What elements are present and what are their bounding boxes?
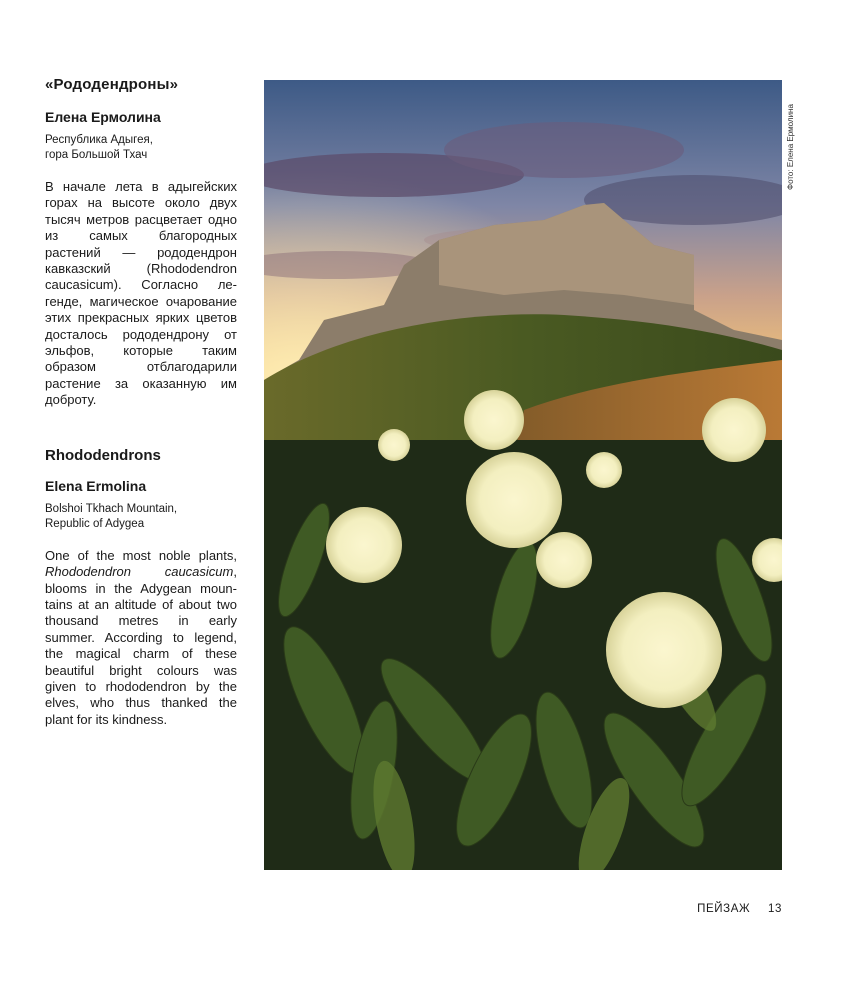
title-en: Rhododendrons <box>45 446 161 464</box>
place-en <box>45 502 237 532</box>
photo-credit: Фото: Елена Ермолина <box>786 104 795 190</box>
place-ru-line2: гора Большой Тхач <box>45 149 148 161</box>
body-en-part1: One of the most noble plants, <box>45 547 237 563</box>
place-ru-line1: Республика Адыгея, <box>45 134 153 146</box>
place-ru <box>45 133 237 163</box>
place-en-line2: Republic of Adygea <box>45 517 145 530</box>
body-en-latin-name: Rhododendron caucasicum <box>45 564 234 580</box>
body-text-en <box>45 548 237 728</box>
body-en-part2: , blooms in the Adygean mountains at an altitude of about two thousand metres in early summer. According to legend, the magical charm of these beautiful bright colours was given to rhododendron by the elves, who thus thanked the plant for its kindness. <box>45 564 237 727</box>
author-en: Elena Ermolina <box>45 477 147 494</box>
text-column <box>45 70 237 728</box>
page-footer <box>697 903 782 915</box>
place-en-line1: Bolshoi Tkhach Mountain, <box>45 502 178 515</box>
body-text-ru: В начале лета в адыгейских горах на высоте около двух тысяч метров расцветает одно из самых благородных растений — рододендрон кавказский (Rhododendron caucasicum). Согласно легенде, магическое очарование этих прекрасных ярких цветов досталось рододендрону от эльфов, которые таким образом отблагодарили растение за оказанную им доброту. <box>45 179 237 408</box>
author-ru: Елена Ермолина <box>45 109 161 125</box>
title-ru: «Рододендроны» <box>45 76 179 93</box>
page-number: 13 <box>768 903 782 915</box>
section-name: ПЕЙЗАЖ <box>697 903 751 915</box>
landscape-photo <box>264 80 782 870</box>
